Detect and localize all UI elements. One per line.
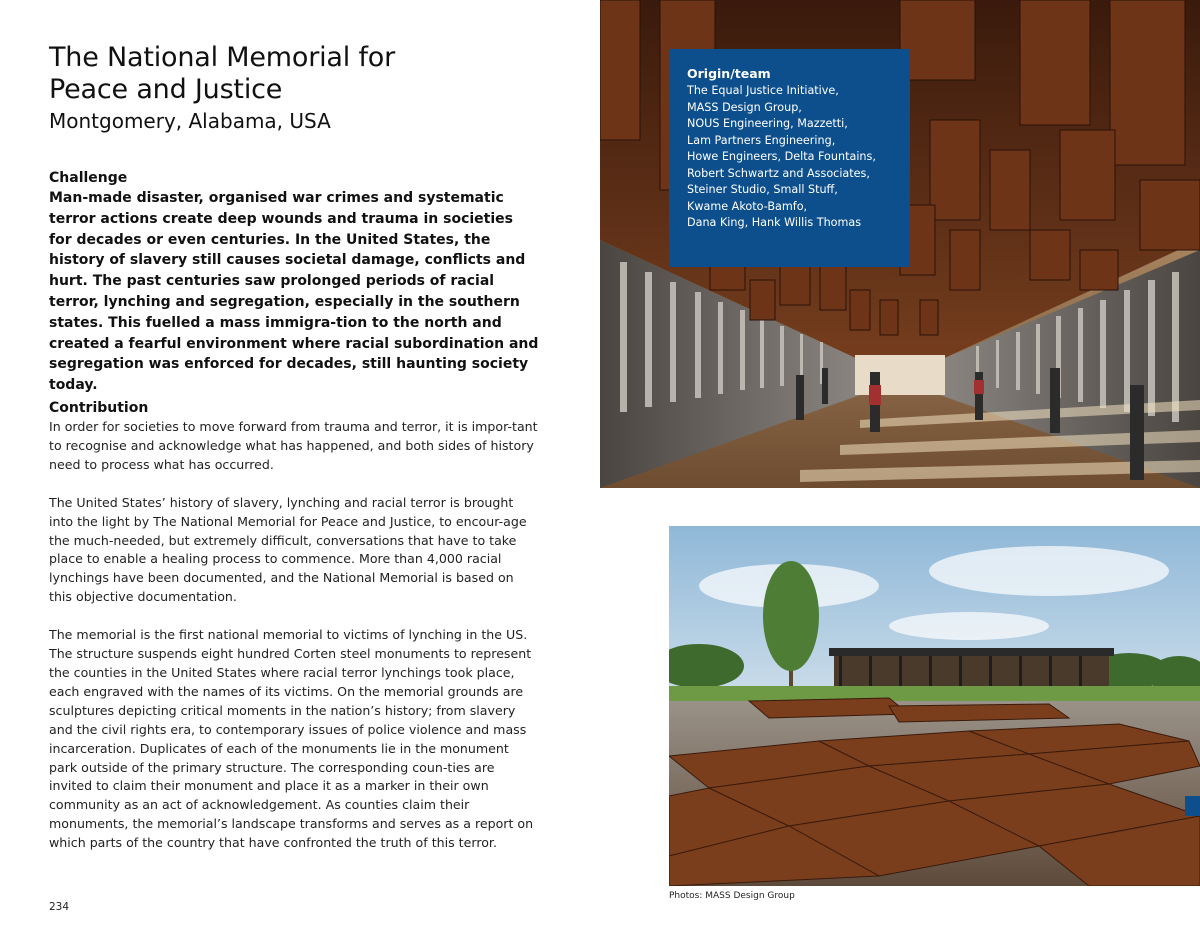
contribution-heading: Contribution — [49, 400, 149, 416]
team-line: MASS Design Group, — [687, 100, 802, 114]
challenge-section — [49, 168, 539, 396]
photo-memorial-grounds — [669, 526, 1200, 886]
contribution-paragraph-3: The memorial is the first national memorial to victims of lynching in the US. The structure suspends eight hundred Corten steel monuments to represent the counties in the United States where racial terror lynchings took place, each engraved with the names of its victims. On the memorial grounds are sculptures depicting critical moments in the nation’s history; from slavery and the civil rights era, to contemporary issues of police violence and mass incarceration. Duplicates of each of the monuments lie in the monument park outside of the primary structure. The corresponding coun-ties are invited to claim their monument and place it as a marker in their own community as an act of acknowledgement. As counties claim their monuments, the memorial’s landscape transforms and serves as a report on which parts of the country that have confronted the truth of this terror. — [49, 627, 534, 851]
challenge-heading: Challenge — [49, 170, 128, 186]
origin-team-label: Origin/team — [687, 66, 771, 81]
team-line: Lam Partners Engineering, — [687, 133, 836, 147]
title-line-2: Peace and Justice — [49, 74, 283, 105]
contribution-section — [49, 398, 539, 872]
title-line-1: The National Memorial for — [49, 42, 395, 73]
team-line: Dana King, Hank Willis Thomas — [687, 216, 862, 229]
contribution-paragraph-2: The United States’ history of slavery, lynching and racial terror is brought into the light by The National Memorial for Peace and Justice, to encour-age the much-needed, but extremely difficult, conversations that have to take place to enable a healing process to commence. More than 4,000 racial lynchings have been documented, and the National Memorial is based on this objective documentation. — [49, 494, 527, 605]
team-line: Steiner Studio, Small Stuff, — [687, 183, 838, 196]
page-number: 234 — [49, 901, 70, 913]
team-line: Howe Engineers, Delta Fountains, — [687, 150, 876, 163]
challenge-text: Man-made disaster, organised war crimes and systematic terror actions create deep wounds and trauma in societies for decades or even centuries. In the United States, the history of slavery still causes societal damage, conflicts and hurt. The past centuries saw prolonged periods of racial terror, lynching and segregation, especially in the southern states. This fuelled a mass immigra-tion to the north and created a fearful environment where racial subordination and segregation was enforced for decades, still haunting society today. — [49, 190, 539, 394]
team-line: The Equal Justice Initiative, — [687, 84, 839, 97]
origin-team-box — [669, 49, 910, 267]
photo-credit: Photos: MASS Design Group — [669, 891, 795, 901]
contribution-paragraph-1: In order for societies to move forward from trauma and terror, it is impor-tant to recognise and acknowledge what has happened, and both sides of history need to process what has occurred. — [49, 419, 538, 472]
page-title — [49, 42, 569, 106]
team-line: NOUS Engineering, Mazzetti, — [687, 117, 848, 130]
team-line: Kwame Akoto-Bamfo, — [687, 199, 808, 213]
team-line: Robert Schwartz and Associates, — [687, 166, 870, 180]
grounds-illustration — [669, 526, 1200, 886]
page-subtitle: Montgomery, Alabama, USA — [49, 109, 331, 133]
